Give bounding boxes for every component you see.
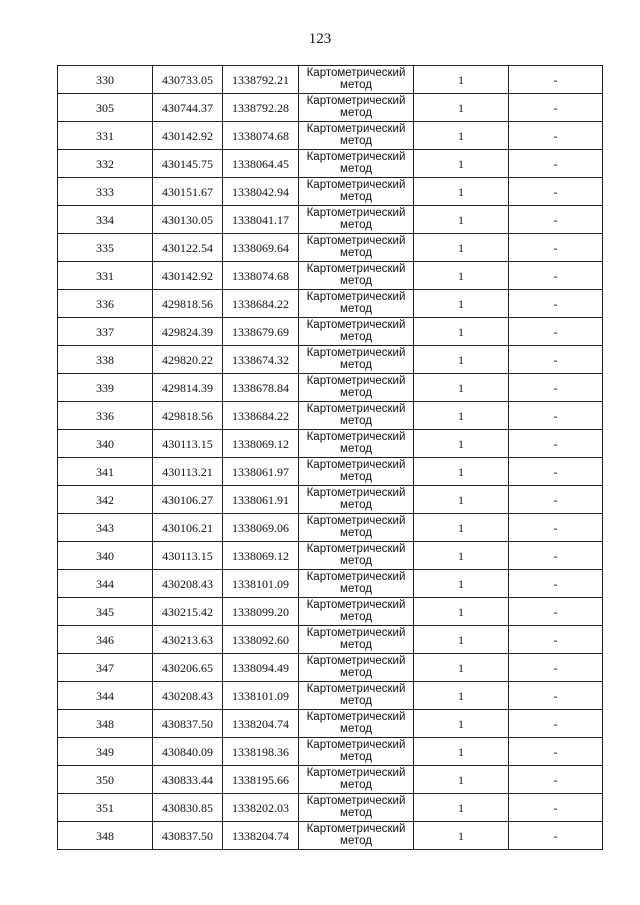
x-coordinate-cell: 430213.63	[153, 626, 223, 654]
table-row	[58, 710, 603, 738]
accuracy-cell: 1	[414, 794, 509, 822]
method-text: Картометрический метод	[306, 431, 406, 455]
x-coordinate-cell: 430151.67	[153, 178, 223, 206]
x-coordinate-cell: 430833.44	[153, 766, 223, 794]
method-text: Картометрический метод	[306, 375, 406, 399]
point-number-cell: 334	[58, 206, 153, 234]
table-row	[58, 66, 603, 94]
method-text: Картометрический метод	[306, 487, 406, 511]
coordinates-table	[57, 65, 603, 850]
method-text: Картометрический метод	[306, 739, 406, 763]
table-row	[58, 290, 603, 318]
table-row	[58, 794, 603, 822]
table-row	[58, 682, 603, 710]
table-row	[58, 542, 603, 570]
table-row	[58, 94, 603, 122]
method-cell	[299, 458, 414, 486]
y-coordinate-cell: 1338094.49	[223, 654, 299, 682]
method-text: Картометрический метод	[306, 543, 406, 567]
point-number-cell: 340	[58, 542, 153, 570]
table-row	[58, 458, 603, 486]
x-coordinate-cell: 430837.50	[153, 822, 223, 850]
method-cell	[299, 514, 414, 542]
accuracy-cell: 1	[414, 402, 509, 430]
x-coordinate-cell: 430830.85	[153, 794, 223, 822]
accuracy-cell: 1	[414, 234, 509, 262]
method-text: Картометрический метод	[306, 67, 406, 91]
page-number: 123	[308, 31, 332, 47]
point-number-cell: 349	[58, 738, 153, 766]
method-text: Картометрический метод	[306, 655, 406, 679]
method-cell	[299, 486, 414, 514]
accuracy-cell: 1	[414, 738, 509, 766]
table-row	[58, 514, 603, 542]
point-number-cell: 344	[58, 570, 153, 598]
x-coordinate-cell: 430113.15	[153, 430, 223, 458]
accuracy-cell: 1	[414, 262, 509, 290]
description-cell: -	[509, 262, 603, 290]
description-cell: -	[509, 486, 603, 514]
table-body	[58, 66, 603, 850]
accuracy-cell: 1	[414, 458, 509, 486]
table-row	[58, 206, 603, 234]
accuracy-cell: 1	[414, 430, 509, 458]
x-coordinate-cell: 430106.27	[153, 486, 223, 514]
x-coordinate-cell: 430113.21	[153, 458, 223, 486]
method-cell	[299, 290, 414, 318]
description-cell: -	[509, 514, 603, 542]
method-cell	[299, 710, 414, 738]
point-number-cell: 336	[58, 402, 153, 430]
method-cell	[299, 66, 414, 94]
method-cell	[299, 430, 414, 458]
y-coordinate-cell: 1338041.17	[223, 206, 299, 234]
accuracy-cell: 1	[414, 486, 509, 514]
description-cell: -	[509, 430, 603, 458]
accuracy-cell: 1	[414, 122, 509, 150]
y-coordinate-cell: 1338204.74	[223, 710, 299, 738]
method-cell	[299, 654, 414, 682]
x-coordinate-cell: 430106.21	[153, 514, 223, 542]
method-cell	[299, 794, 414, 822]
method-text: Картометрический метод	[306, 515, 406, 539]
point-number-cell: 338	[58, 346, 153, 374]
y-coordinate-cell: 1338092.60	[223, 626, 299, 654]
y-coordinate-cell: 1338202.03	[223, 794, 299, 822]
x-coordinate-cell: 430837.50	[153, 710, 223, 738]
table-row	[58, 570, 603, 598]
x-coordinate-cell: 430142.92	[153, 122, 223, 150]
y-coordinate-cell: 1338204.74	[223, 822, 299, 850]
x-coordinate-cell: 430744.37	[153, 94, 223, 122]
description-cell: -	[509, 290, 603, 318]
table-row	[58, 122, 603, 150]
point-number-cell: 330	[58, 66, 153, 94]
method-cell	[299, 346, 414, 374]
y-coordinate-cell: 1338101.09	[223, 682, 299, 710]
accuracy-cell: 1	[414, 710, 509, 738]
table-row	[58, 346, 603, 374]
point-number-cell: 348	[58, 822, 153, 850]
point-number-cell: 331	[58, 262, 153, 290]
x-coordinate-cell: 430113.15	[153, 542, 223, 570]
y-coordinate-cell: 1338684.22	[223, 290, 299, 318]
method-text: Картометрический метод	[306, 123, 406, 147]
description-cell: -	[509, 738, 603, 766]
method-text: Картометрический метод	[306, 795, 406, 819]
method-cell	[299, 234, 414, 262]
accuracy-cell: 1	[414, 598, 509, 626]
y-coordinate-cell: 1338678.84	[223, 374, 299, 402]
accuracy-cell: 1	[414, 150, 509, 178]
description-cell: -	[509, 178, 603, 206]
method-cell	[299, 150, 414, 178]
table-row	[58, 402, 603, 430]
table-row	[58, 262, 603, 290]
point-number-cell: 344	[58, 682, 153, 710]
x-coordinate-cell: 430122.54	[153, 234, 223, 262]
x-coordinate-cell: 430142.92	[153, 262, 223, 290]
table-row	[58, 430, 603, 458]
y-coordinate-cell: 1338069.06	[223, 514, 299, 542]
y-coordinate-cell: 1338195.66	[223, 766, 299, 794]
method-text: Картометрический метод	[306, 151, 406, 175]
method-cell	[299, 94, 414, 122]
description-cell: -	[509, 346, 603, 374]
y-coordinate-cell: 1338198.36	[223, 738, 299, 766]
table-row	[58, 822, 603, 850]
method-cell	[299, 570, 414, 598]
method-text: Картометрический метод	[306, 403, 406, 427]
method-cell	[299, 766, 414, 794]
table-row	[58, 234, 603, 262]
x-coordinate-cell: 430130.05	[153, 206, 223, 234]
method-text: Картометрический метод	[306, 599, 406, 623]
y-coordinate-cell: 1338074.68	[223, 262, 299, 290]
description-cell: -	[509, 206, 603, 234]
method-text: Картометрический метод	[306, 291, 406, 315]
y-coordinate-cell: 1338792.21	[223, 66, 299, 94]
accuracy-cell: 1	[414, 682, 509, 710]
description-cell: -	[509, 66, 603, 94]
point-number-cell: 350	[58, 766, 153, 794]
table-row	[58, 626, 603, 654]
accuracy-cell: 1	[414, 318, 509, 346]
table-row	[58, 654, 603, 682]
description-cell: -	[509, 150, 603, 178]
description-cell: -	[509, 458, 603, 486]
point-number-cell: 305	[58, 94, 153, 122]
table-row	[58, 318, 603, 346]
method-text: Картометрический метод	[306, 235, 406, 259]
y-coordinate-cell: 1338069.12	[223, 430, 299, 458]
method-cell	[299, 598, 414, 626]
x-coordinate-cell: 430215.42	[153, 598, 223, 626]
x-coordinate-cell: 429818.56	[153, 290, 223, 318]
accuracy-cell: 1	[414, 626, 509, 654]
point-number-cell: 337	[58, 318, 153, 346]
method-cell	[299, 206, 414, 234]
point-number-cell: 332	[58, 150, 153, 178]
x-coordinate-cell: 430840.09	[153, 738, 223, 766]
accuracy-cell: 1	[414, 94, 509, 122]
y-coordinate-cell: 1338064.45	[223, 150, 299, 178]
method-cell	[299, 738, 414, 766]
method-text: Картометрический метод	[306, 571, 406, 595]
method-cell	[299, 626, 414, 654]
point-number-cell: 346	[58, 626, 153, 654]
method-text: Картометрический метод	[306, 459, 406, 483]
method-cell	[299, 122, 414, 150]
accuracy-cell: 1	[414, 542, 509, 570]
accuracy-cell: 1	[414, 654, 509, 682]
x-coordinate-cell: 429820.22	[153, 346, 223, 374]
method-text: Картометрический метод	[306, 347, 406, 371]
method-text: Картометрический метод	[306, 207, 406, 231]
table-row	[58, 766, 603, 794]
description-cell: -	[509, 710, 603, 738]
description-cell: -	[509, 822, 603, 850]
point-number-cell: 331	[58, 122, 153, 150]
method-text: Картометрический метод	[306, 263, 406, 287]
method-cell	[299, 542, 414, 570]
description-cell: -	[509, 626, 603, 654]
description-cell: -	[509, 794, 603, 822]
y-coordinate-cell: 1338069.64	[223, 234, 299, 262]
accuracy-cell: 1	[414, 178, 509, 206]
table-row	[58, 374, 603, 402]
method-cell	[299, 402, 414, 430]
point-number-cell: 348	[58, 710, 153, 738]
point-number-cell: 340	[58, 430, 153, 458]
method-cell	[299, 822, 414, 850]
method-cell	[299, 682, 414, 710]
method-cell	[299, 262, 414, 290]
accuracy-cell: 1	[414, 290, 509, 318]
table-row	[58, 486, 603, 514]
y-coordinate-cell: 1338674.32	[223, 346, 299, 374]
description-cell: -	[509, 402, 603, 430]
description-cell: -	[509, 234, 603, 262]
y-coordinate-cell: 1338061.97	[223, 458, 299, 486]
y-coordinate-cell: 1338042.94	[223, 178, 299, 206]
x-coordinate-cell: 429814.39	[153, 374, 223, 402]
method-text: Картометрический метод	[306, 319, 406, 343]
accuracy-cell: 1	[414, 514, 509, 542]
x-coordinate-cell: 430208.43	[153, 682, 223, 710]
description-cell: -	[509, 766, 603, 794]
accuracy-cell: 1	[414, 66, 509, 94]
description-cell: -	[509, 598, 603, 626]
method-text: Картометрический метод	[306, 95, 406, 119]
description-cell: -	[509, 374, 603, 402]
y-coordinate-cell: 1338101.09	[223, 570, 299, 598]
accuracy-cell: 1	[414, 822, 509, 850]
y-coordinate-cell: 1338684.22	[223, 402, 299, 430]
table-row	[58, 178, 603, 206]
y-coordinate-cell: 1338792.28	[223, 94, 299, 122]
method-cell	[299, 318, 414, 346]
accuracy-cell: 1	[414, 374, 509, 402]
description-cell: -	[509, 122, 603, 150]
y-coordinate-cell: 1338069.12	[223, 542, 299, 570]
x-coordinate-cell: 430733.05	[153, 66, 223, 94]
point-number-cell: 343	[58, 514, 153, 542]
point-number-cell: 351	[58, 794, 153, 822]
y-coordinate-cell: 1338099.20	[223, 598, 299, 626]
method-text: Картометрический метод	[306, 627, 406, 651]
x-coordinate-cell: 430145.75	[153, 150, 223, 178]
y-coordinate-cell: 1338061.91	[223, 486, 299, 514]
table-row	[58, 738, 603, 766]
point-number-cell: 347	[58, 654, 153, 682]
table-row	[58, 598, 603, 626]
description-cell: -	[509, 682, 603, 710]
point-number-cell: 339	[58, 374, 153, 402]
point-number-cell: 341	[58, 458, 153, 486]
point-number-cell: 336	[58, 290, 153, 318]
x-coordinate-cell: 429818.56	[153, 402, 223, 430]
y-coordinate-cell: 1338679.69	[223, 318, 299, 346]
point-number-cell: 335	[58, 234, 153, 262]
method-text: Картометрический метод	[306, 767, 406, 791]
x-coordinate-cell: 430208.43	[153, 570, 223, 598]
accuracy-cell: 1	[414, 206, 509, 234]
method-text: Картометрический метод	[306, 711, 406, 735]
point-number-cell: 342	[58, 486, 153, 514]
x-coordinate-cell: 430206.65	[153, 654, 223, 682]
accuracy-cell: 1	[414, 766, 509, 794]
accuracy-cell: 1	[414, 570, 509, 598]
y-coordinate-cell: 1338074.68	[223, 122, 299, 150]
description-cell: -	[509, 318, 603, 346]
accuracy-cell: 1	[414, 346, 509, 374]
method-text: Картометрический метод	[306, 683, 406, 707]
point-number-cell: 333	[58, 178, 153, 206]
description-cell: -	[509, 654, 603, 682]
table-row	[58, 150, 603, 178]
description-cell: -	[509, 94, 603, 122]
description-cell: -	[509, 570, 603, 598]
method-text: Картометрический метод	[306, 179, 406, 203]
method-text: Картометрический метод	[306, 823, 406, 847]
x-coordinate-cell: 429824.39	[153, 318, 223, 346]
description-cell: -	[509, 542, 603, 570]
method-cell	[299, 178, 414, 206]
point-number-cell: 345	[58, 598, 153, 626]
method-cell	[299, 374, 414, 402]
